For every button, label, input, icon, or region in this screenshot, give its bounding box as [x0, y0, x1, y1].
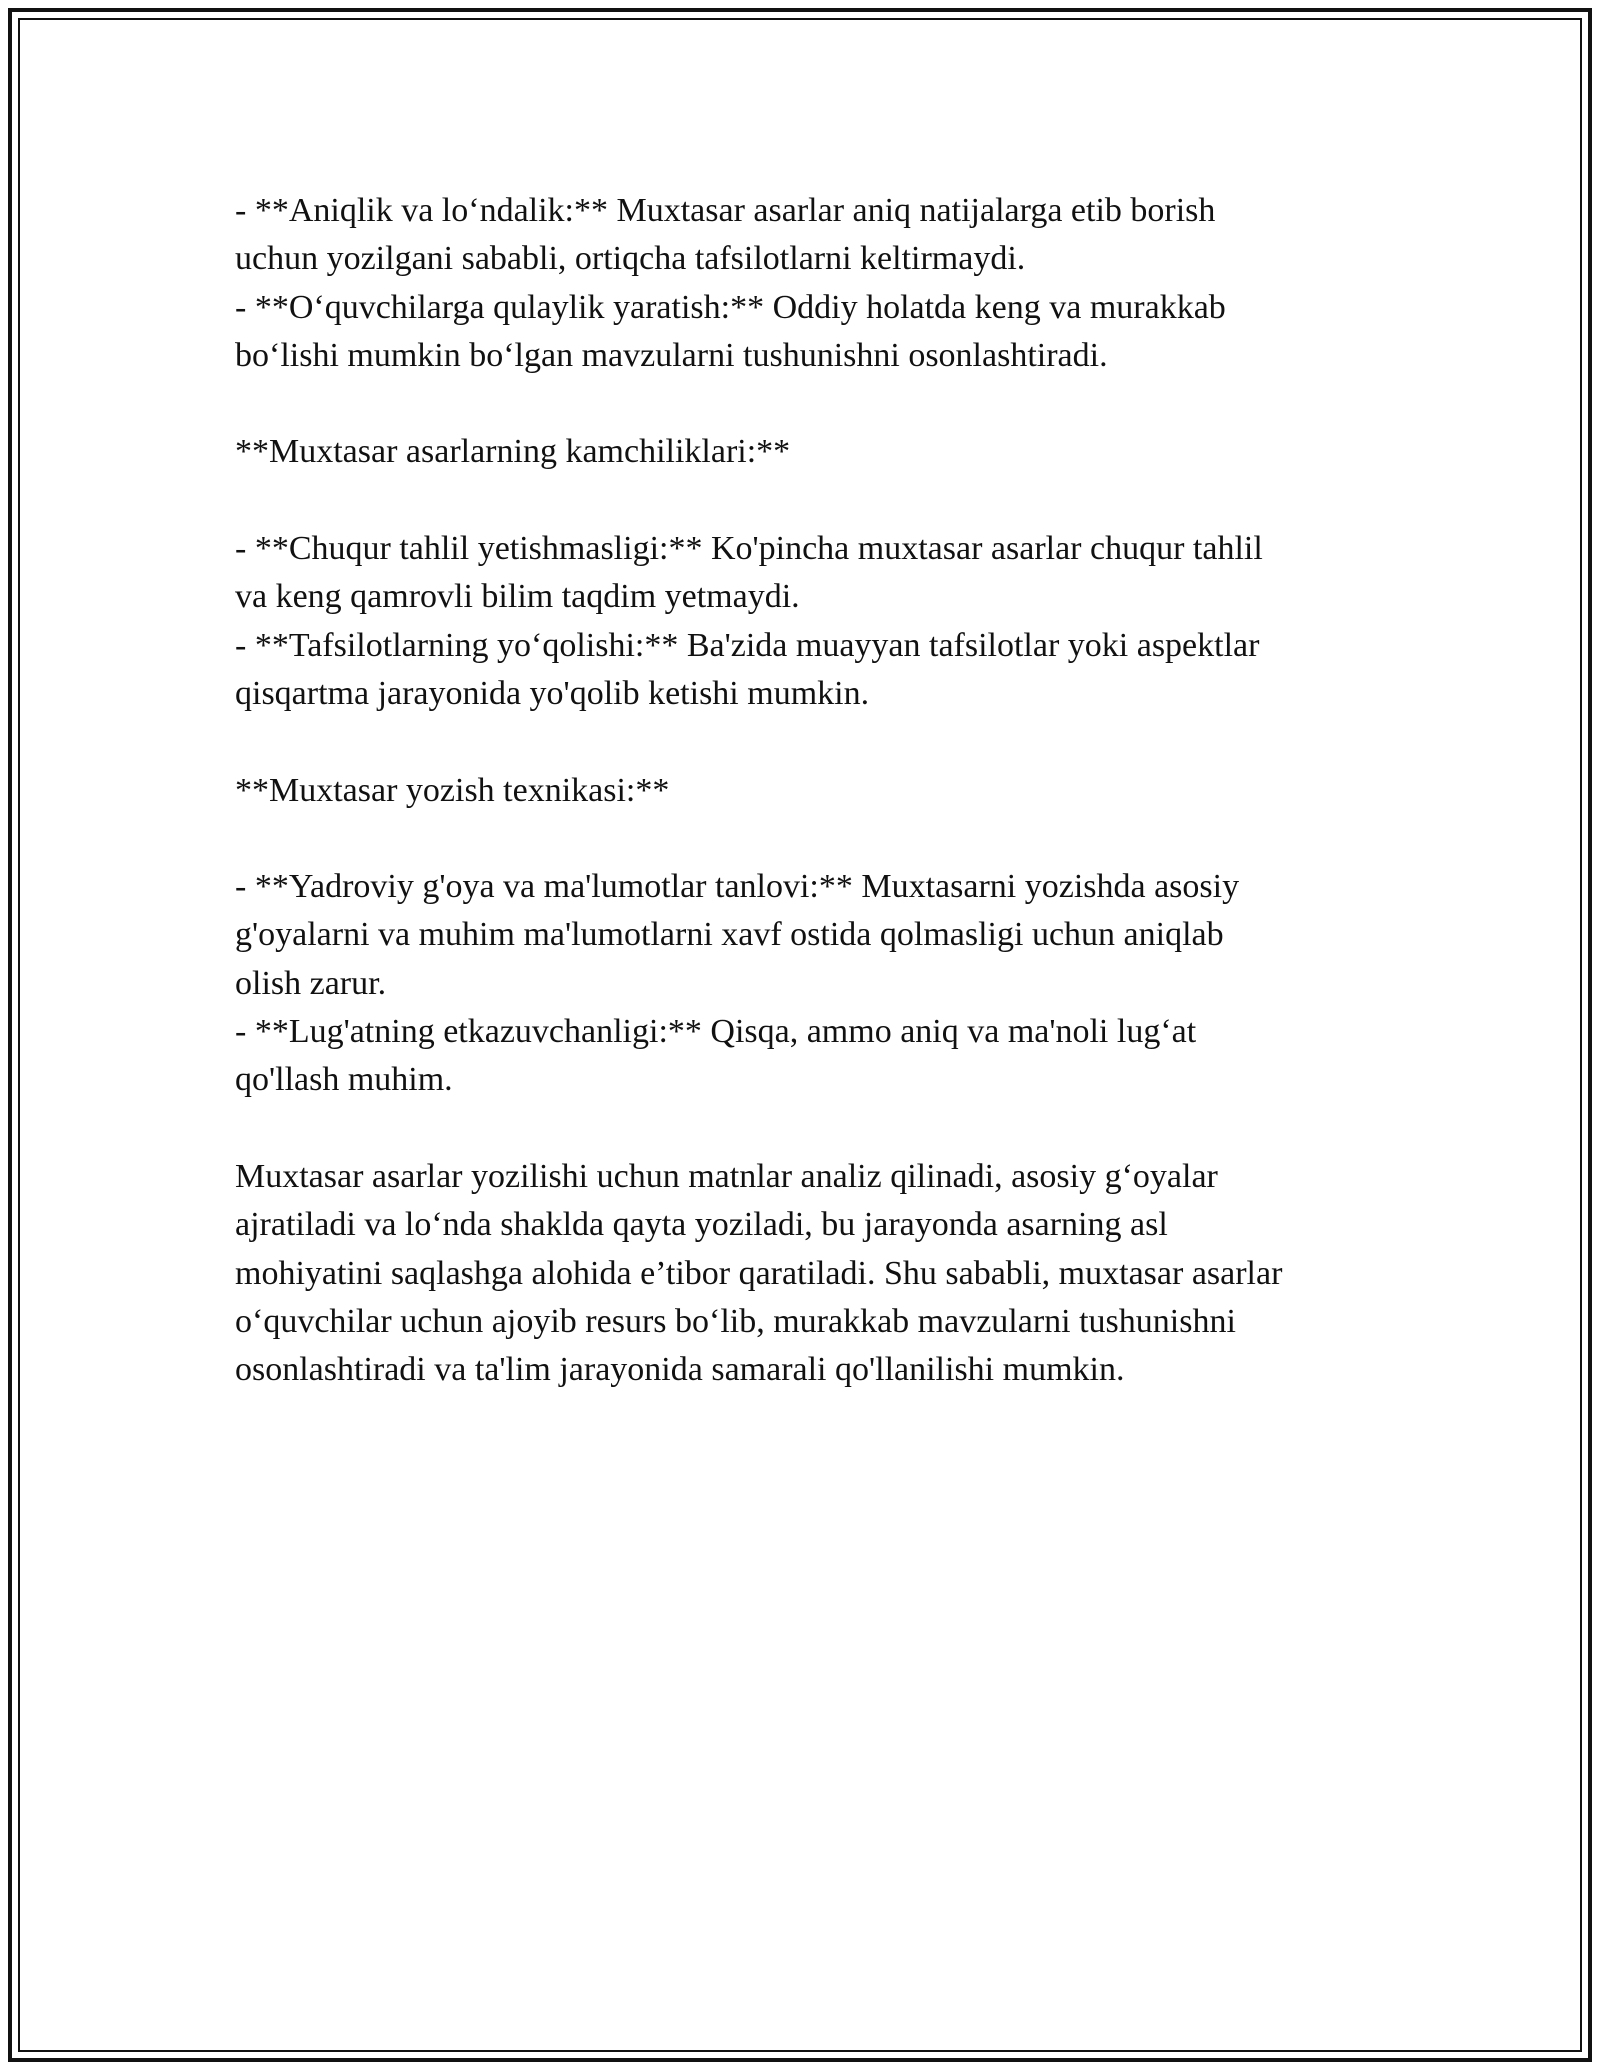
text-line: - **O‘quvchilarga qulaylik yaratish:** Oddiy holatda keng va murakkab — [235, 288, 1226, 326]
section-heading: **Muxtasar yozish texnikasi:** — [235, 771, 670, 809]
text-line: Muxtasar asarlar yozilishi uchun matnlar analiz qilinadi, asosiy g‘oyalar — [235, 1157, 1218, 1195]
text-line: olish zarur. — [235, 964, 387, 1002]
text-line: osonlashtiradi va ta'lim jarayonida samarali qo'llanilishi mumkin. — [235, 1351, 1125, 1389]
text-line: va keng qamrovli bilim taqdim yetmaydi. — [235, 578, 800, 616]
blank-line — [235, 1105, 1385, 1153]
text-line: bo‘lishi mumkin bo‘lgan mavzularni tushunishni osonlashtiradi. — [235, 336, 1108, 374]
text-line: ajratiladi va lo‘nda shaklda qayta yoziladi, bu jarayonda asarning asl — [235, 1206, 1168, 1244]
text-line: o‘quvchilar uchun ajoyib resurs bo‘lib, murakkab mavzularni tushunishni — [235, 1302, 1236, 1340]
text-line: - **Aniqlik va lo‘ndalik:** Muxtasar asarlar aniq natijalarga etib borish — [235, 192, 1216, 229]
text-line: - **Chuqur tahlil yetishmasligi:** Ko'pincha muxtasar asarlar chuqur tahlil — [235, 530, 1263, 568]
blank-line — [235, 718, 1385, 766]
blank-line — [235, 477, 1385, 525]
text-line: mohiyatini saqlashga alohida e’tibor qaratiladi. Shu sababli, muxtasar asarlar — [235, 1254, 1283, 1292]
text-line: - **Tafsilotlarning yo‘qolishi:** Ba'zida muayyan tafsilotlar yoki aspektlar — [235, 626, 1260, 664]
text-line: qisqartma jarayonida yo'qolib ketishi mumkin. — [235, 674, 870, 712]
document-body — [235, 187, 1385, 1394]
text-line: g'oyalarni va muhim ma'lumotlarni xavf ostida qolmasligi uchun aniqlab — [235, 916, 1224, 954]
text-line: qo'llash muhim. — [235, 1061, 453, 1099]
section-heading: **Muxtasar asarlarning kamchiliklari:** — [235, 433, 791, 471]
text-line: - **Yadroviy g'oya va ma'lumotlar tanlovi:** Muxtasarni yozishda asosiy — [235, 868, 1240, 906]
blank-line — [235, 815, 1385, 863]
text-line: - **Lug'atning etkazuvchanligi:** Qisqa, ammo aniq va ma'noli lug‘at — [235, 1013, 1197, 1051]
blank-line — [235, 380, 1385, 428]
text-line: uchun yozilgani sababli, ortiqcha tafsilotlarni keltirmaydi. — [235, 240, 1026, 278]
